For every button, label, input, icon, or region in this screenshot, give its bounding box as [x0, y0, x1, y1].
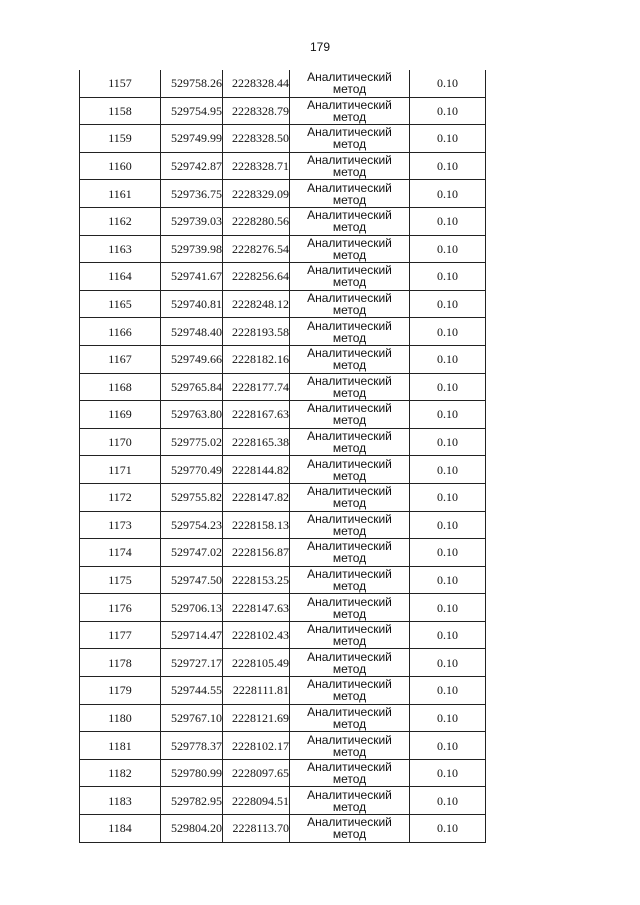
- table-row: [80, 566, 486, 594]
- table-row: [80, 732, 486, 760]
- method-line1: Аналитический: [307, 649, 392, 664]
- method-line2: метод: [332, 606, 367, 621]
- point-number-cell: 1164: [80, 263, 161, 291]
- point-number-cell: 1174: [80, 539, 161, 567]
- method-cell: [290, 428, 410, 456]
- method-cell: [290, 235, 410, 263]
- method-line1: Аналитический: [307, 677, 392, 692]
- method-cell: [290, 677, 410, 705]
- method-line2: метод: [332, 496, 367, 511]
- accuracy-cell: 0.10: [410, 815, 486, 843]
- table-row: [80, 263, 486, 291]
- point-number-cell: 1180: [80, 704, 161, 732]
- point-number-cell: 1173: [80, 511, 161, 539]
- x-coordinate-cell: 529742.87: [161, 152, 223, 180]
- point-number-cell: 1181: [80, 732, 161, 760]
- accuracy-cell: 0.10: [410, 456, 486, 484]
- method-line1: Аналитический: [307, 97, 392, 112]
- method-line2: метод: [332, 165, 367, 180]
- method-line2: метод: [332, 303, 367, 318]
- method-cell: [290, 70, 410, 97]
- method-cell: [290, 373, 410, 401]
- x-coordinate-cell: 529749.99: [161, 125, 223, 153]
- y-coordinate-cell: 2228276.54: [223, 235, 290, 263]
- method-cell: [290, 345, 410, 373]
- point-number-cell: 1171: [80, 456, 161, 484]
- y-coordinate-cell: 2228147.82: [223, 483, 290, 511]
- x-coordinate-cell: 529744.55: [161, 677, 223, 705]
- method-line2: метод: [332, 799, 367, 814]
- method-cell: [290, 511, 410, 539]
- x-coordinate-cell: 529804.20: [161, 815, 223, 843]
- y-coordinate-cell: 2228329.09: [223, 180, 290, 208]
- point-number-cell: 1170: [80, 428, 161, 456]
- x-coordinate-cell: 529763.80: [161, 401, 223, 429]
- x-coordinate-cell: 529740.81: [161, 290, 223, 318]
- y-coordinate-cell: 2228102.17: [223, 732, 290, 760]
- method-line1: Аналитический: [307, 401, 392, 416]
- x-coordinate-cell: 529747.50: [161, 566, 223, 594]
- point-number-cell: 1166: [80, 318, 161, 346]
- y-coordinate-cell: 2228102.43: [223, 621, 290, 649]
- y-coordinate-cell: 2228256.64: [223, 263, 290, 291]
- method-line2: метод: [332, 578, 367, 593]
- y-coordinate-cell: 2228328.79: [223, 97, 290, 125]
- method-line2: метод: [332, 827, 367, 842]
- accuracy-cell: 0.10: [410, 594, 486, 622]
- method-line1: Аналитический: [307, 484, 392, 499]
- accuracy-cell: 0.10: [410, 125, 486, 153]
- y-coordinate-cell: 2228094.51: [223, 787, 290, 815]
- method-line1: Аналитический: [307, 815, 392, 830]
- method-line1: Аналитический: [307, 456, 392, 471]
- x-coordinate-cell: 529739.03: [161, 207, 223, 235]
- x-coordinate-cell: 529748.40: [161, 318, 223, 346]
- accuracy-cell: 0.10: [410, 566, 486, 594]
- accuracy-cell: 0.10: [410, 235, 486, 263]
- method-cell: [290, 815, 410, 843]
- point-number-cell: 1183: [80, 787, 161, 815]
- method-cell: [290, 566, 410, 594]
- accuracy-cell: 0.10: [410, 345, 486, 373]
- method-cell: [290, 649, 410, 677]
- accuracy-cell: 0.10: [410, 511, 486, 539]
- accuracy-cell: 0.10: [410, 97, 486, 125]
- method-line2: метод: [332, 468, 367, 483]
- method-line1: Аналитический: [307, 235, 392, 250]
- method-cell: [290, 704, 410, 732]
- accuracy-cell: 0.10: [410, 318, 486, 346]
- point-number-cell: 1172: [80, 483, 161, 511]
- table-row: [80, 345, 486, 373]
- table-row: [80, 483, 486, 511]
- y-coordinate-cell: 2228182.16: [223, 345, 290, 373]
- method-line1: Аналитический: [307, 760, 392, 775]
- method-cell: [290, 539, 410, 567]
- accuracy-cell: 0.10: [410, 152, 486, 180]
- method-cell: [290, 621, 410, 649]
- method-line2: метод: [332, 385, 367, 400]
- table-row: [80, 759, 486, 787]
- accuracy-cell: 0.10: [410, 732, 486, 760]
- method-line2: метод: [332, 413, 367, 428]
- y-coordinate-cell: 2228147.63: [223, 594, 290, 622]
- coordinates-table-body: [80, 70, 486, 842]
- accuracy-cell: 0.10: [410, 180, 486, 208]
- point-number-cell: 1157: [80, 70, 161, 97]
- method-cell: [290, 759, 410, 787]
- point-number-cell: 1182: [80, 759, 161, 787]
- method-line2: метод: [332, 551, 367, 566]
- table-row: [80, 125, 486, 153]
- x-coordinate-cell: 529754.95: [161, 97, 223, 125]
- accuracy-cell: 0.10: [410, 483, 486, 511]
- table-row: [80, 290, 486, 318]
- table-row: [80, 456, 486, 484]
- x-coordinate-cell: 529749.66: [161, 345, 223, 373]
- y-coordinate-cell: 2228328.44: [223, 70, 290, 97]
- y-coordinate-cell: 2228158.13: [223, 511, 290, 539]
- method-line2: метод: [332, 330, 367, 345]
- method-line2: метод: [332, 661, 367, 676]
- method-line2: метод: [332, 192, 367, 207]
- accuracy-cell: 0.10: [410, 649, 486, 677]
- point-number-cell: 1162: [80, 207, 161, 235]
- method-cell: [290, 594, 410, 622]
- method-line1: Аналитический: [307, 263, 392, 278]
- x-coordinate-cell: 529767.10: [161, 704, 223, 732]
- method-cell: [290, 125, 410, 153]
- method-line2: метод: [332, 82, 367, 97]
- method-line1: Аналитический: [307, 511, 392, 526]
- table-row: [80, 152, 486, 180]
- y-coordinate-cell: 2228156.87: [223, 539, 290, 567]
- accuracy-cell: 0.10: [410, 290, 486, 318]
- method-line1: Аналитический: [307, 704, 392, 719]
- y-coordinate-cell: 2228113.70: [223, 815, 290, 843]
- table-row: [80, 649, 486, 677]
- method-cell: [290, 290, 410, 318]
- accuracy-cell: 0.10: [410, 428, 486, 456]
- table-row: [80, 373, 486, 401]
- x-coordinate-cell: 529741.67: [161, 263, 223, 291]
- y-coordinate-cell: 2228121.69: [223, 704, 290, 732]
- method-cell: [290, 732, 410, 760]
- method-line2: метод: [332, 716, 367, 731]
- method-cell: [290, 263, 410, 291]
- accuracy-cell: 0.10: [410, 621, 486, 649]
- method-cell: [290, 787, 410, 815]
- method-line2: метод: [332, 247, 367, 262]
- point-number-cell: 1177: [80, 621, 161, 649]
- table-row: [80, 180, 486, 208]
- method-line1: Аналитический: [307, 539, 392, 554]
- y-coordinate-cell: 2228144.82: [223, 456, 290, 484]
- method-line2: метод: [332, 358, 367, 373]
- method-cell: [290, 401, 410, 429]
- method-line1: Аналитический: [307, 594, 392, 609]
- x-coordinate-cell: 529727.17: [161, 649, 223, 677]
- y-coordinate-cell: 2228097.65: [223, 759, 290, 787]
- method-line2: метод: [332, 441, 367, 456]
- table-row: [80, 815, 486, 843]
- method-line1: Аналитический: [307, 291, 392, 306]
- table-row: [80, 235, 486, 263]
- point-number-cell: 1159: [80, 125, 161, 153]
- y-coordinate-cell: 2228165.38: [223, 428, 290, 456]
- point-number-cell: 1161: [80, 180, 161, 208]
- point-number-cell: 1184: [80, 815, 161, 843]
- x-coordinate-cell: 529780.99: [161, 759, 223, 787]
- point-number-cell: 1179: [80, 677, 161, 705]
- method-line2: метод: [332, 689, 367, 704]
- accuracy-cell: 0.10: [410, 207, 486, 235]
- method-line1: Аналитический: [307, 125, 392, 140]
- point-number-cell: 1160: [80, 152, 161, 180]
- x-coordinate-cell: 529754.23: [161, 511, 223, 539]
- table-row: [80, 207, 486, 235]
- method-line1: Аналитический: [307, 732, 392, 747]
- method-line1: Аналитический: [307, 346, 392, 361]
- y-coordinate-cell: 2228328.71: [223, 152, 290, 180]
- x-coordinate-cell: 529747.02: [161, 539, 223, 567]
- y-coordinate-cell: 2228248.12: [223, 290, 290, 318]
- x-coordinate-cell: 529778.37: [161, 732, 223, 760]
- method-line1: Аналитический: [307, 318, 392, 333]
- x-coordinate-cell: 529755.82: [161, 483, 223, 511]
- method-line1: Аналитический: [307, 429, 392, 444]
- x-coordinate-cell: 529714.47: [161, 621, 223, 649]
- y-coordinate-cell: 2228193.58: [223, 318, 290, 346]
- x-coordinate-cell: 529758.26: [161, 70, 223, 97]
- y-coordinate-cell: 2228167.63: [223, 401, 290, 429]
- method-line2: метод: [332, 137, 367, 152]
- y-coordinate-cell: 2228111.81: [223, 677, 290, 705]
- table-row: [80, 594, 486, 622]
- method-line2: метод: [332, 275, 367, 290]
- accuracy-cell: 0.10: [410, 539, 486, 567]
- y-coordinate-cell: 2228105.49: [223, 649, 290, 677]
- table-row: [80, 511, 486, 539]
- table-row: [80, 787, 486, 815]
- point-number-cell: 1176: [80, 594, 161, 622]
- method-cell: [290, 97, 410, 125]
- method-cell: [290, 180, 410, 208]
- method-line1: Аналитический: [307, 787, 392, 802]
- accuracy-cell: 0.10: [410, 787, 486, 815]
- method-line2: метод: [332, 220, 367, 235]
- method-line2: метод: [332, 523, 367, 538]
- x-coordinate-cell: 529782.95: [161, 787, 223, 815]
- accuracy-cell: 0.10: [410, 759, 486, 787]
- point-number-cell: 1175: [80, 566, 161, 594]
- method-line1: Аналитический: [307, 373, 392, 388]
- table-row: [80, 97, 486, 125]
- table-row: [80, 539, 486, 567]
- method-line1: Аналитический: [307, 208, 392, 223]
- method-line2: метод: [332, 634, 367, 649]
- table-row: [80, 318, 486, 346]
- y-coordinate-cell: 2228328.50: [223, 125, 290, 153]
- method-line2: метод: [332, 744, 367, 759]
- point-number-cell: 1167: [80, 345, 161, 373]
- method-line1: Аналитический: [307, 180, 392, 195]
- y-coordinate-cell: 2228153.25: [223, 566, 290, 594]
- table-row: [80, 70, 486, 97]
- method-cell: [290, 207, 410, 235]
- point-number-cell: 1168: [80, 373, 161, 401]
- accuracy-cell: 0.10: [410, 373, 486, 401]
- method-line1: Аналитический: [307, 153, 392, 168]
- accuracy-cell: 0.10: [410, 401, 486, 429]
- method-line1: Аналитический: [307, 622, 392, 637]
- method-cell: [290, 456, 410, 484]
- table-row: [80, 428, 486, 456]
- method-cell: [290, 152, 410, 180]
- point-number-cell: 1165: [80, 290, 161, 318]
- page-number: 179: [309, 40, 331, 54]
- x-coordinate-cell: 529736.75: [161, 180, 223, 208]
- accuracy-cell: 0.10: [410, 677, 486, 705]
- x-coordinate-cell: 529765.84: [161, 373, 223, 401]
- method-cell: [290, 318, 410, 346]
- y-coordinate-cell: 2228280.56: [223, 207, 290, 235]
- accuracy-cell: 0.10: [410, 263, 486, 291]
- table-row: [80, 621, 486, 649]
- method-line2: метод: [332, 772, 367, 787]
- point-number-cell: 1158: [80, 97, 161, 125]
- point-number-cell: 1169: [80, 401, 161, 429]
- point-number-cell: 1163: [80, 235, 161, 263]
- method-cell: [290, 483, 410, 511]
- point-number-cell: 1178: [80, 649, 161, 677]
- x-coordinate-cell: 529739.98: [161, 235, 223, 263]
- table-row: [80, 704, 486, 732]
- accuracy-cell: 0.10: [410, 704, 486, 732]
- method-line1: Аналитический: [307, 566, 392, 581]
- y-coordinate-cell: 2228177.74: [223, 373, 290, 401]
- x-coordinate-cell: 529770.49: [161, 456, 223, 484]
- x-coordinate-cell: 529706.13: [161, 594, 223, 622]
- table-row: [80, 677, 486, 705]
- table-row: [80, 401, 486, 429]
- method-line2: метод: [332, 109, 367, 124]
- method-line1: Аналитический: [307, 70, 392, 85]
- accuracy-cell: 0.10: [410, 70, 486, 97]
- x-coordinate-cell: 529775.02: [161, 428, 223, 456]
- coordinates-table: [79, 70, 486, 843]
